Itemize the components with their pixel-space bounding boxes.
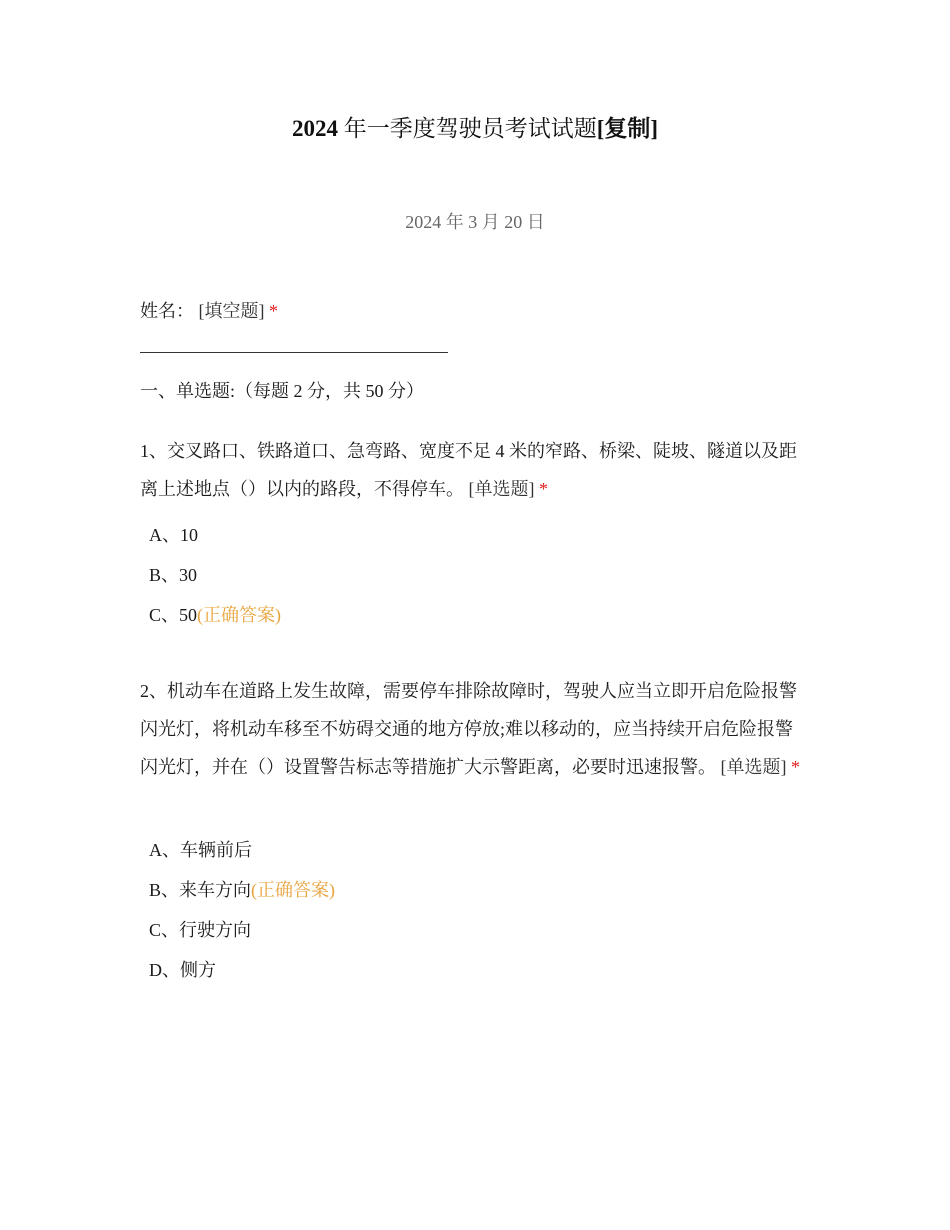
option-d[interactable]	[149, 950, 335, 990]
option-b[interactable]	[149, 870, 335, 910]
required-mark: *	[539, 479, 548, 499]
required-mark: *	[791, 757, 800, 777]
option-c[interactable]	[149, 595, 281, 635]
question-2-options	[149, 830, 335, 990]
option-label: A、车辆前后	[149, 840, 252, 860]
option-label: D、侧方	[149, 960, 216, 980]
name-question	[140, 292, 278, 330]
title-year: 2024	[291, 116, 338, 141]
option-c[interactable]	[149, 910, 335, 950]
name-label: 姓名：	[140, 301, 194, 321]
option-label: B、来车方向	[149, 880, 252, 900]
option-a[interactable]	[149, 515, 281, 555]
section-heading: 一、单选题:（每题 2 分，共 50 分）	[140, 381, 424, 401]
option-b[interactable]	[149, 555, 281, 595]
correct-answer-note: (正确答案)	[197, 605, 282, 625]
question-text: 2、机动车在道路上发生故障，需要停车排除故障时，驾驶人应当立即开启危险报警闪光灯，将机动车移至不妨碍交通的地方停放;难以移动的，应当持续开启危险报警闪光灯，并在（）设置警告标志等措施扩大示警距离，必要时迅速报警。	[140, 681, 797, 777]
title-suffix: [复制]	[596, 116, 659, 141]
title-text: 年一季度驾驶员考试试题	[343, 116, 597, 141]
question-type-tag: [单选题]	[720, 757, 787, 777]
option-a[interactable]	[149, 830, 335, 870]
option-label: C、行驶方向	[149, 920, 252, 940]
question-1-text	[140, 432, 810, 508]
option-label: C、50	[149, 605, 198, 625]
correct-answer-note: (正确答案)	[251, 880, 336, 900]
name-blank-line[interactable]	[140, 352, 448, 353]
question-1-options	[149, 515, 281, 635]
page-title	[0, 110, 950, 143]
question-text: 1、交叉路口、铁路道口、急弯路、宽度不足 4 米的窄路、桥梁、陡坡、隧道以及距离上述地点（）以内的路段，不得停车。	[140, 441, 797, 499]
document-date: 2024 年 3 月 20 日	[405, 212, 545, 232]
question-type-tag: [单选题]	[468, 479, 535, 499]
question-2-text	[140, 672, 810, 786]
option-label: B、30	[149, 565, 198, 585]
question-type-tag: [填空题]	[198, 301, 265, 321]
required-mark: *	[269, 301, 278, 321]
option-label: A、10	[149, 525, 198, 545]
